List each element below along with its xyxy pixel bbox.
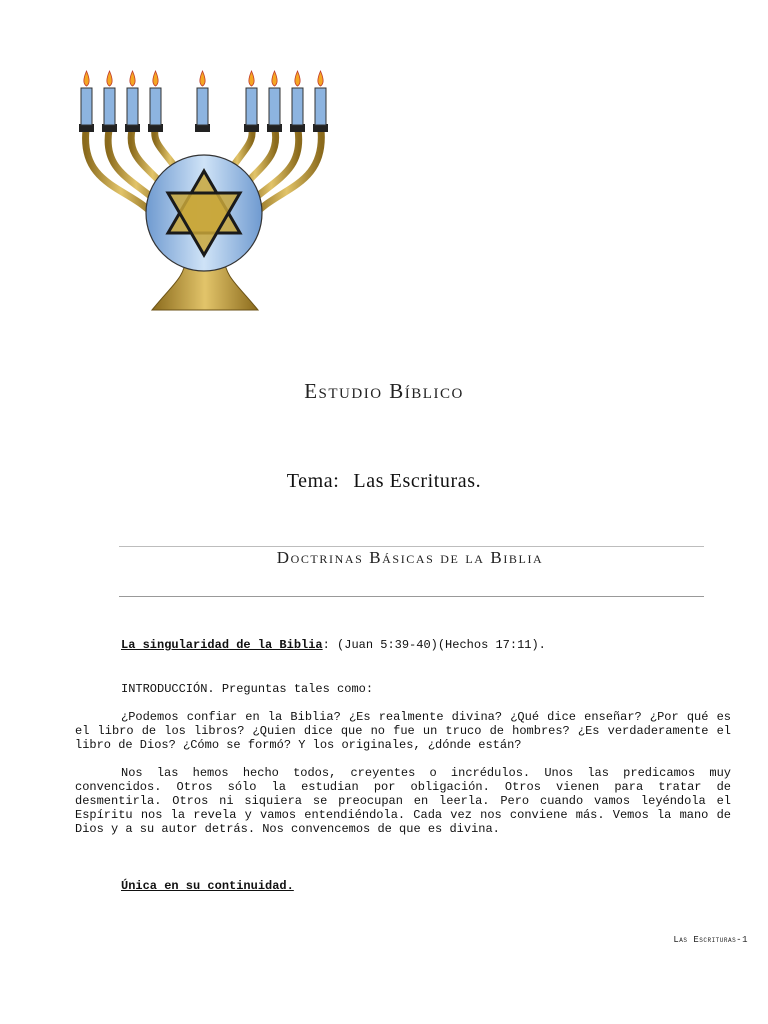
divider-bottom: [119, 596, 704, 597]
topic-value: Las Escrituras.: [353, 470, 482, 492]
topic-label: Tema:: [286, 470, 340, 492]
paragraph-body: Nos las hemos hecho todos, creyentes o incrédulos. Unos las predicamos muy convencidos. Otros sólo la estudian por obligación. Otros vienen para tratar de desmentirla. Otros ni siquiera se preocupan en leerla. Pero cuando vamos leyéndola el Espíritu nos la revela y vamos entendiéndola. Cada vez nos conviene más. Vemos la mano de Dios y a su autor detrás. Nos convencemos de que es divina.: [75, 766, 731, 836]
menorah-star-of-david-illustration: [74, 68, 344, 316]
section-heading-singularidad: [121, 638, 546, 652]
document-subtitle: Doctrinas Básicas de la Biblia: [276, 548, 544, 567]
candles: [81, 88, 326, 125]
topic-line: [0, 470, 768, 493]
section-references: : (Juan 5:39-40)(Hechos 17:11).: [322, 638, 546, 652]
divider-top: [119, 546, 704, 547]
paragraph-questions: ¿Podemos confiar en la Biblia? ¿Es realmente divina? ¿Qué dice enseñar? ¿Por qué es el libro de los libros? ¿Quien dice que no fue un truco de hombres? ¿Es verdaderamente el libro de Dios? ¿Cómo se formó? Y los originales, ¿dónde están?: [75, 710, 731, 752]
intro-line: INTRODUCCIÓN. Preguntas tales como:: [121, 682, 374, 696]
section-heading-continuidad: Única en su continuidad.: [121, 879, 294, 893]
page-footer: Las Escrituras-1: [673, 935, 748, 945]
document-title: Estudio Bíblico: [304, 379, 464, 403]
section-heading-text: La singularidad de la Biblia: [121, 638, 323, 652]
flame-icons: [84, 71, 323, 86]
